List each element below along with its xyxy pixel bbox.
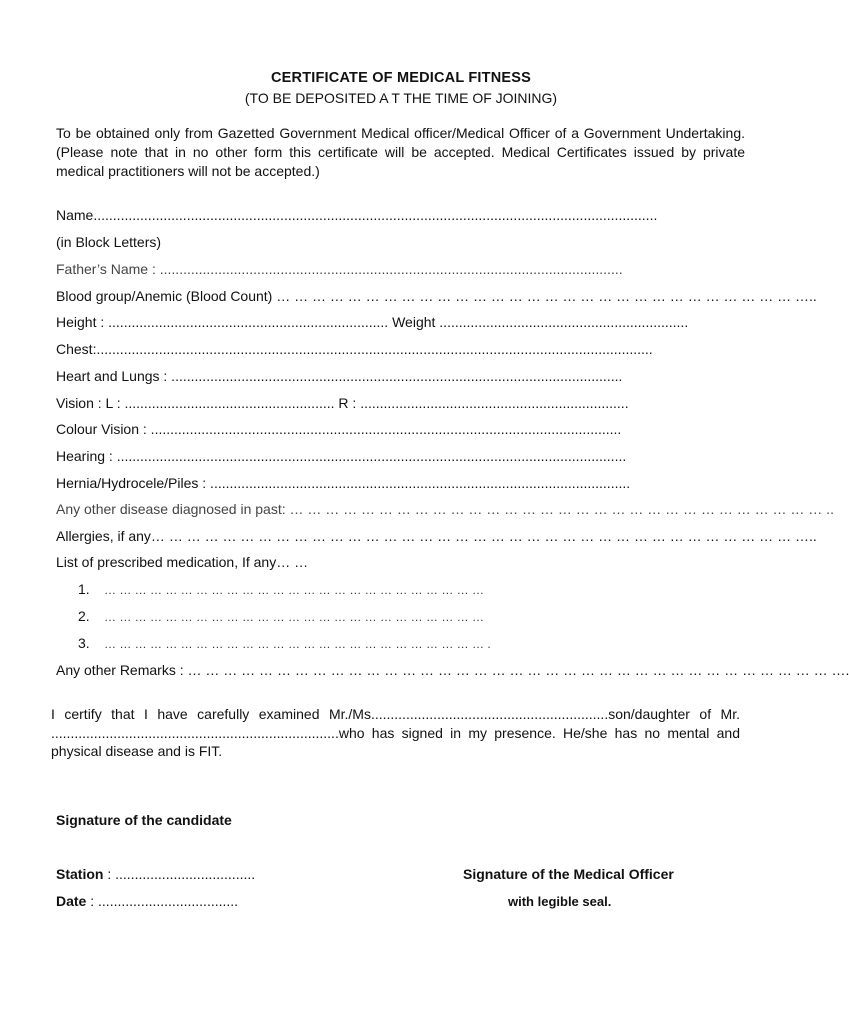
certification-statement: I certify that I have carefully examined Mr./Ms.............................................................son/daughter of Mr. ..........................................................................who has signed in my presence. He/she has no mental and physical disease and is FIT.: [51, 706, 740, 759]
medication-number: 1.: [78, 581, 90, 597]
medication-item[interactable]: [78, 634, 491, 653]
date-label: Date: [56, 893, 87, 909]
colour-vision-field[interactable]: Colour Vision : .........................................................................................................................: [56, 421, 622, 437]
other-disease-field[interactable]: Any other disease diagnosed in past: … … … … … … … … … … … … … … … … … … … … … … … … … … … … … … ..: [56, 501, 834, 517]
chest-field[interactable]: Chest:...............................................................................................................................................: [56, 341, 653, 357]
medication-item[interactable]: [78, 607, 484, 626]
medication-number: 3.: [78, 635, 90, 651]
intro-paragraph: To be obtained only from Gazetted Government Medical officer/Medical Officer of a Government Undertaking. (Please note that in no other form this certificate will be accepted. Medical Certificates issued by private medical practitioners will not be accepted.): [56, 125, 745, 179]
seal-note: with legible seal.: [508, 894, 612, 909]
name-field[interactable]: Name.................................................................................................................................................: [56, 207, 658, 223]
candidate-signature-label: Signature of the candidate: [56, 812, 232, 828]
medication-blank[interactable]: … … … … … … … … … … … … … … … … … … … … … … … … …: [104, 583, 485, 597]
document-subtitle: (TO BE DEPOSITED A T THE TIME OF JOINING): [244, 90, 558, 106]
block-letters-note: (in Block Letters): [56, 234, 162, 250]
allergies-field[interactable]: Allergies, if any… … … … … … … … … … … … … … … … … … … … … … … … … … … … … … … … … … … … …..: [56, 528, 817, 544]
hernia-field[interactable]: Hernia/Hydrocele/Piles : ............................................................................................................: [56, 475, 631, 491]
medication-item[interactable]: [78, 580, 484, 599]
station-value[interactable]: : ....................................: [103, 866, 256, 882]
hearing-field[interactable]: Hearing : ...................................................................................................................................: [56, 448, 627, 464]
father-name-field[interactable]: Father’s Name : .......................................................................................................................: [56, 261, 623, 277]
document-title: CERTIFICATE OF MEDICAL FITNESS: [270, 70, 532, 86]
medication-heading: List of prescribed medication, If any… …: [56, 554, 309, 570]
heart-lungs-field[interactable]: Heart and Lungs : ....................................................................................................................: [56, 368, 623, 384]
blood-group-field[interactable]: Blood group/Anemic (Blood Count) … … … … … … … … … … … … … … … … … … … … … … … … … … … … … …..: [56, 288, 817, 304]
station-field[interactable]: [56, 866, 255, 882]
medication-blank[interactable]: … … … … … … … … … … … … … … … … … … … … … … … … …: [104, 610, 485, 624]
medication-number: 2.: [78, 608, 90, 624]
medication-blank[interactable]: … … … … … … … … … … … … … … … … … … … … … … … … … .: [104, 637, 491, 651]
date-field[interactable]: [56, 893, 238, 909]
remarks-field[interactable]: Any other Remarks : … … … … … … … … … … … … … … … … … … … … … … … … … … … … … … … … … … … … ….: [56, 662, 849, 678]
vision-field[interactable]: Vision : L : ...................................................... R : .....................................................................: [56, 395, 629, 411]
station-label: Station: [56, 866, 104, 882]
date-value[interactable]: : ....................................: [86, 893, 239, 909]
medical-officer-signature-label: Signature of the Medical Officer: [463, 866, 674, 882]
height-weight-field[interactable]: Height : ........................................................................ Weight ................................................................: [56, 314, 689, 330]
